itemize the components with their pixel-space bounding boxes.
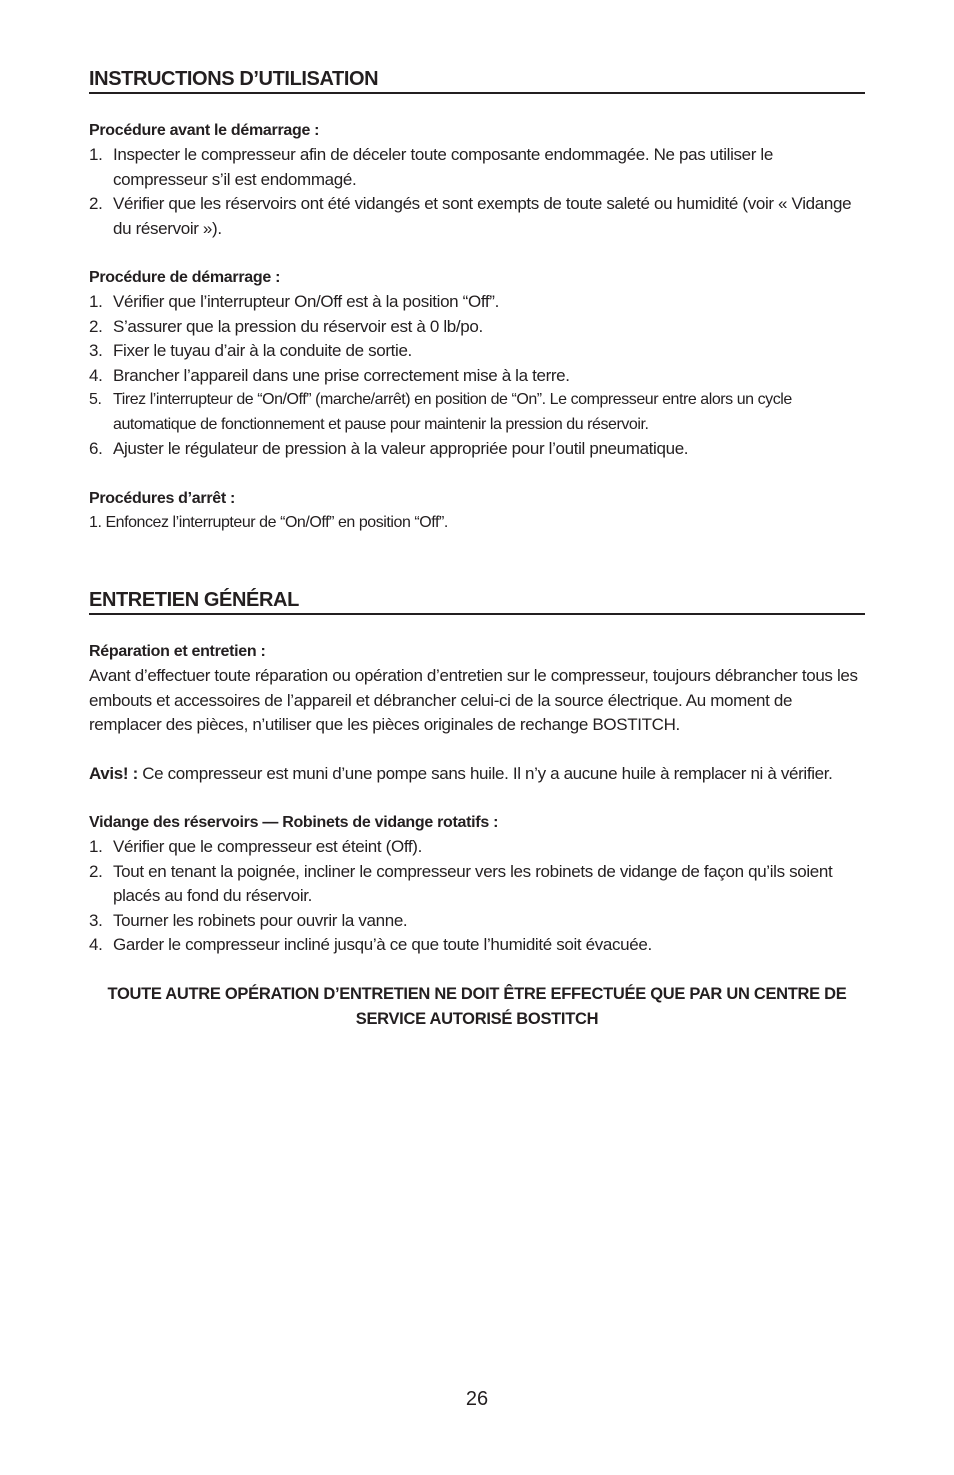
subheading-drain: Vidange des réservoirs — Robinets de vidange rotatifs :	[89, 814, 499, 831]
start-list	[89, 290, 865, 462]
notice-lead: Avis! :	[89, 763, 138, 783]
subheading-start: Procédure de démarrage :	[89, 269, 281, 286]
list-item: 2. Tout en tenant la poignée, incliner le compresseur vers les robinets de vidange de façon qu’ils soient placés au fond du réservoir.	[89, 861, 833, 905]
list-item: 1. Vérifier que l’interrupteur On/Off est à la position “Off”.	[89, 292, 499, 311]
list-item: 6. Ajuster le régulateur de pression à la valeur appropriée pour l’outil pneumatique.	[89, 439, 689, 458]
list-item: 4. Brancher l’appareil dans une prise correctement mise à la terre.	[89, 365, 570, 385]
list-item: 3. Fixer le tuyau d’air à la conduite de sortie.	[89, 341, 412, 360]
repair-paragraph: Avant d’effectuer toute réparation ou opération d’entretien sur le compresseur, toujours débrancher tous les embouts et accessoires de l’appareil et débrancher celui-ci de la source électrique. Au moment de remplacer des pièces, n’utiliser que les pièces originales de rechange BOSTITCH.	[89, 666, 858, 734]
pre-start-list	[89, 143, 865, 241]
section-heading-instructions	[89, 66, 865, 94]
page-content	[89, 66, 865, 1032]
page-number: 26	[465, 1388, 489, 1410]
subheading-pre-start: Procédure avant le démarrage :	[89, 122, 320, 139]
list-item: 1. Inspecter le compresseur afin de déceler toute composante endommagée. Ne pas utiliser le compresseur s’il est endommagé.	[89, 145, 773, 189]
drain-list	[89, 835, 865, 958]
spacer	[89, 535, 865, 587]
stop-step: 1. Enfoncez l’interrupteur de “On/Off” en position “Off”.	[89, 513, 448, 531]
list-item: 1. Vérifier que le compresseur est éteint (Off).	[89, 837, 422, 856]
list-item: 2. Vérifier que les réservoirs ont été vidangés et sont exempts de toute saleté ou humidité (voir « Vidange du réservoir »).	[89, 194, 852, 238]
subheading-stop: Procédures d’arrêt :	[89, 489, 236, 507]
section-title: INSTRUCTIONS D’UTILISATION	[89, 68, 379, 90]
subheading-repair: Réparation et entretien :	[89, 643, 266, 660]
authorized-service-notice: TOUTE AUTRE OPÉRATION D’ENTRETIEN NE DOIT ÊTRE EFFECTUÉE QUE PAR UN CENTRE DE SERVICE AUTORISÉ BOSTITCH	[107, 984, 847, 1028]
list-item: 4. Garder le compresseur incliné jusqu’à ce que toute l’humidité soit évacuée.	[89, 935, 652, 954]
section-heading-maintenance	[89, 587, 865, 615]
list-item: 3. Tourner les robinets pour ouvrir la vanne.	[89, 910, 408, 930]
list-item: 5. Tirez l’interrupteur de “On/Off” (marche/arrêt) en position de “On”. Le compresseur entre alors un cycle automatique de fonctionnement et pause pour maintenir la pression du réservoir.	[89, 391, 792, 433]
notice-paragraph	[89, 762, 865, 787]
notice-text: Ce compresseur est muni d’une pompe sans huile. Il n’y a aucune huile à remplacer ni à vérifier.	[137, 763, 833, 783]
section-title: ENTRETIEN GÉNÉRAL	[89, 589, 299, 611]
list-item: 2. S’assurer que la pression du réservoir est à 0 lb/po.	[89, 316, 483, 336]
